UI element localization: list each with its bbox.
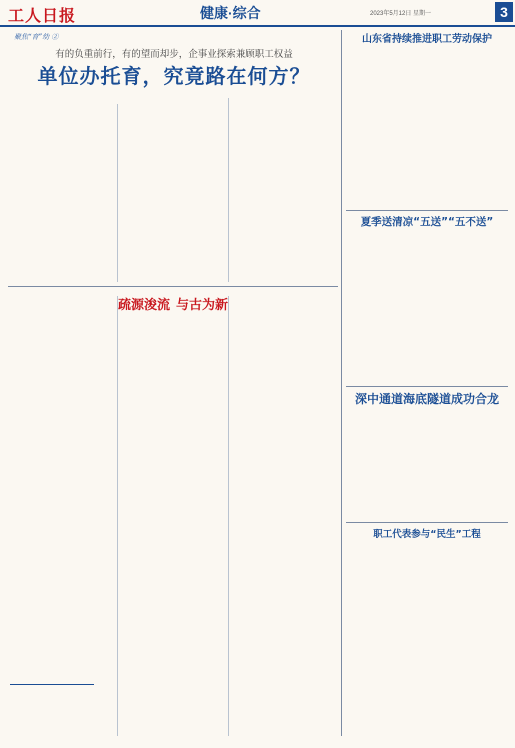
main-column-3 xyxy=(232,98,336,282)
essay-column-3 xyxy=(232,312,336,736)
column-divider xyxy=(117,104,118,282)
right-rule xyxy=(346,522,508,523)
column-divider xyxy=(117,296,118,736)
right-rule xyxy=(346,210,508,211)
related-link-box xyxy=(10,684,94,732)
section-divider xyxy=(341,30,342,736)
column-divider xyxy=(228,296,229,736)
main-headline: 单位办托育，究竟路在何方？ xyxy=(37,64,311,88)
right-headline-2: 夏季送清凉“五送”“五不送” xyxy=(360,216,494,228)
main-column-2 xyxy=(121,98,225,282)
masthead xyxy=(0,0,515,26)
column-divider xyxy=(228,98,229,282)
right-article-1 xyxy=(346,46,508,208)
right-headline-4: 职工代表参与“民生”工程 xyxy=(373,529,481,540)
main-column-1 xyxy=(10,106,114,282)
right-rule xyxy=(346,386,508,387)
right-article-2 xyxy=(346,232,508,382)
essay-column-2 xyxy=(121,312,225,736)
story-rule xyxy=(8,286,338,287)
issue-date: 2023年5月12日 星期一 xyxy=(370,11,432,17)
section-title: 健康·综合 xyxy=(200,5,261,21)
essay-title-a: 疏源浚流 xyxy=(118,298,171,313)
essay-column-1 xyxy=(10,300,114,680)
main-subtitle: 有的负重前行，有的望而却步，企事业探索兼顾职工权益 xyxy=(55,49,293,60)
essay-title-b: 与古为新 xyxy=(176,298,229,313)
right-headline-1: 山东省持续推进职工劳动保护 xyxy=(362,34,492,45)
newspaper-logo: 工人日报 xyxy=(8,6,77,25)
right-article-4 xyxy=(346,542,508,736)
series-tag: 聚焦“育”幼 ② xyxy=(14,33,59,41)
page-number: 3 xyxy=(495,2,513,22)
right-article-3 xyxy=(346,410,508,518)
right-headline-3: 深中通道海底隧道成功合龙 xyxy=(354,392,499,406)
header-rule xyxy=(0,25,515,27)
